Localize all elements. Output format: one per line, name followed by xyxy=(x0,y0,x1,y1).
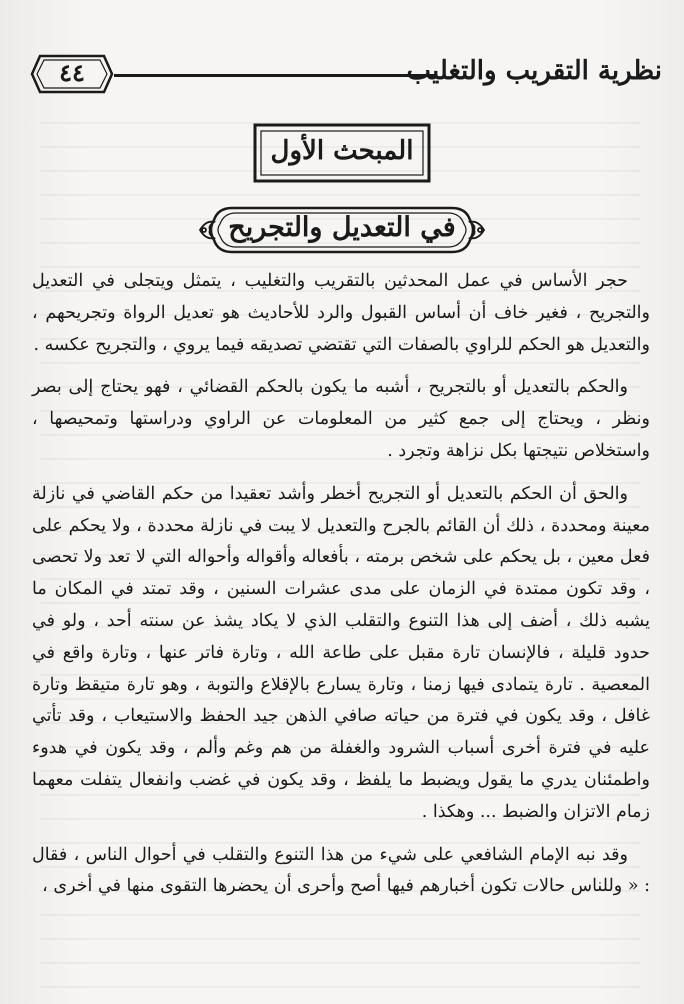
paragraph: والحكم بالتعديل أو بالتجريح ، أشبه ما يكون بالحكم القضائي ، فهو يحتاج إلى بصر ونظر ، ويحتاج إلى جمع كثير من المعلومات عن الراوي ودراستها وتمحيصها ، واستخلاص نتيجتها بكل نزاهة وتجرد . xyxy=(32,377,650,461)
paragraph: حجر الأساس في عمل المحدثين بالتقريب والتغليب ، يتمثل ويتجلى في التعديل والتجريح ، فغير خاف أن أساس القبول والرد للأحاديث هو تعديل الرواة وتجريحهم ، والتعديل هو الحكم للراوي بالصفات التي تقتضي تصديقه فيما يروي ، والتجريح عكسه . xyxy=(32,271,650,355)
header-rule xyxy=(114,74,436,77)
section-heading-frame xyxy=(252,122,432,184)
page-number-frame xyxy=(30,52,114,96)
paragraph: وقد نبه الإمام الشافعي على شيء من هذا التنوع والتقلب في أحوال الناس ، فقال : « وللناس حالات تكون أخبارهم فيها أصح وأحرى أن يحضرها التقوى منها في أخرى ، xyxy=(32,844,650,897)
chapter-title: في التعديل والتجريح xyxy=(228,212,456,243)
chapter-title-banner xyxy=(196,200,488,260)
body-text xyxy=(32,266,650,903)
paragraph: والحق أن الحكم بالتعديل أو التجريح أخطر وأشد تعقيدا من حكم القاضي في نازلة معينة ومحددة ، ذلك أن القائم بالجرح والتعديل لا يبت في نازلة محددة ، ولا يحكم على فعل معين ، بل يحكم على شخص برمته ، بأفعاله وأقواله وأحواله التي لا تعد ولا تحصى ، وقد تكون ممتدة في الزمان على مدى عشرات السنين ، وقد تمتد في المكان ما يشبه ذلك ، أضف إلى هذا التنوع والتقلب الذي لا يكاد يشذ عن سنته أحد ، ولو في حدود قليلة ، فالإنسان تارة مقبل على طاعة الله ، وتارة فاتر عنها ، وتارة واقع في المعصية . تارة يتمادى فيها زمنا ، وتارة يسارع بالإقلاع والتوبة ، وهو تارة متيقظ وتارة غافل ، وقد يكون في فترة من حياته صافي الذهن جيد الحفظ والاستيعاب ، وقد تأتي عليه في فترة أخرى أسباب الشرود والغفلة من هم وغم وألم ، وقد يكون في هدوء واطمئنان يدري ما يقول ويضبط ما يلفظ ، وقد يكون في غضب وانفعال يتفلت معهما زمام الاتزان والضبط ... وهكذا . xyxy=(32,483,650,822)
page-header xyxy=(30,52,662,96)
section-heading: المبحث الأول xyxy=(270,136,414,166)
page-number: ٤٤ xyxy=(59,58,85,87)
running-title: نظرية التقريب والتغليب xyxy=(406,56,662,86)
